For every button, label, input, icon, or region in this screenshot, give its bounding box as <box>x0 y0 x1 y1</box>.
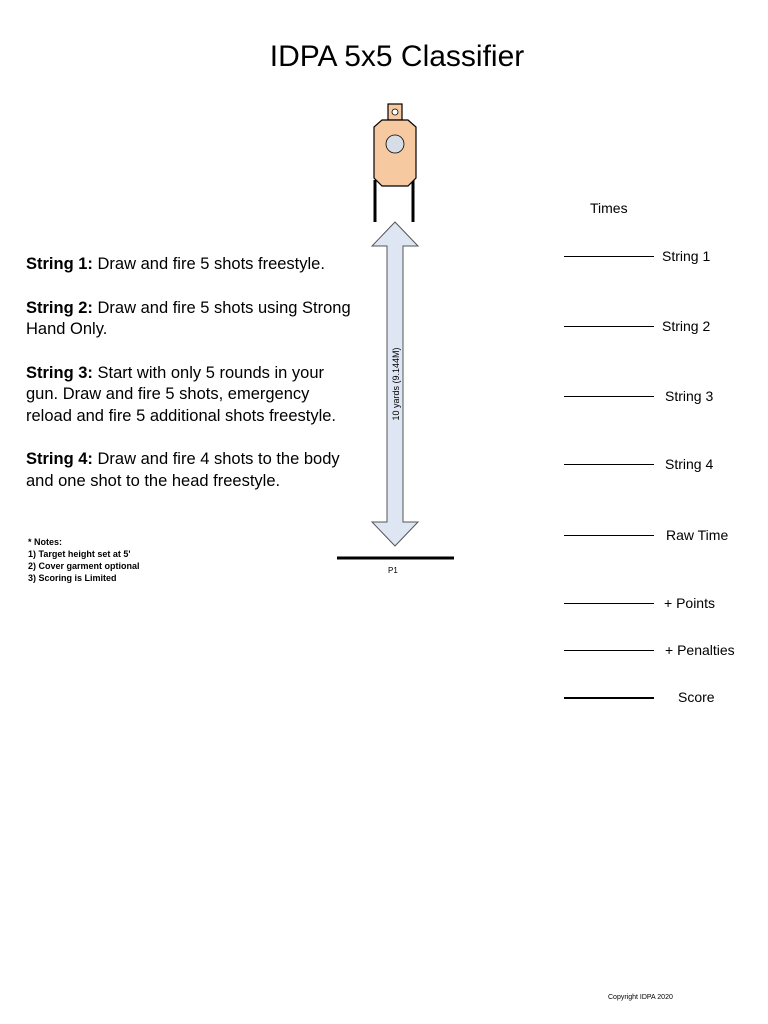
time-label: String 1 <box>662 248 711 264</box>
time-row-raw-time <box>564 525 764 545</box>
string-3-label: String 3: <box>26 363 93 382</box>
string-4-text: Draw and fire 4 shots to the body and one shot to the head freestyle. <box>26 450 340 490</box>
position-label: P1 <box>388 566 398 575</box>
time-row-score <box>564 687 764 707</box>
time-entry-line <box>564 256 654 257</box>
string-3-text: Start with only 5 rounds in your gun. Draw and fire 5 shots, emergency reload and fire 5 additional shots freestyle. <box>26 363 337 425</box>
time-row-string-3 <box>564 386 764 406</box>
string-2-label: String 2: <box>26 298 93 317</box>
time-row-string-1 <box>564 246 764 266</box>
time-entry-line <box>564 603 654 604</box>
time-row-penalties <box>564 640 764 660</box>
note-item: 1) Target height set at 5' <box>28 549 131 559</box>
copyright: Copyright IDPA 2020 <box>608 994 673 1001</box>
string-4-label: String 4: <box>26 450 93 468</box>
time-entry-line <box>564 326 654 327</box>
time-entry-line <box>564 535 654 536</box>
distance-label: 10 yards (9.144M) <box>391 347 401 421</box>
string-2-text: Draw and fire 5 shots using Strong Hand Only. <box>26 298 351 338</box>
time-label: String 3 <box>665 388 714 404</box>
time-label: Raw Time <box>666 527 729 543</box>
time-label: + Penalties <box>665 642 735 658</box>
note-item: 2) Cover garment optional <box>28 561 140 571</box>
time-label: + Points <box>664 595 715 611</box>
note-item: 3) Scoring is Limited <box>28 573 117 583</box>
string-1-label: String 1: <box>26 255 93 273</box>
idpa-target-icon <box>374 104 416 186</box>
time-entry-line <box>564 697 654 699</box>
string-1-text: Draw and fire 5 shots freestyle. <box>92 255 325 273</box>
time-row-string-4 <box>564 454 764 474</box>
page-title: IDPA 5x5 Classifier <box>269 40 525 73</box>
time-entry-line <box>564 650 654 651</box>
time-entry-line <box>564 396 654 397</box>
time-row-string-2 <box>564 316 764 336</box>
time-row-points <box>564 593 764 613</box>
times-header: Times <box>590 200 628 216</box>
time-label: String 2 <box>662 318 711 334</box>
time-label: String 4 <box>665 456 714 472</box>
time-label: Score <box>678 689 715 705</box>
time-entry-line <box>564 464 654 465</box>
notes-heading: * Notes: <box>28 537 63 547</box>
